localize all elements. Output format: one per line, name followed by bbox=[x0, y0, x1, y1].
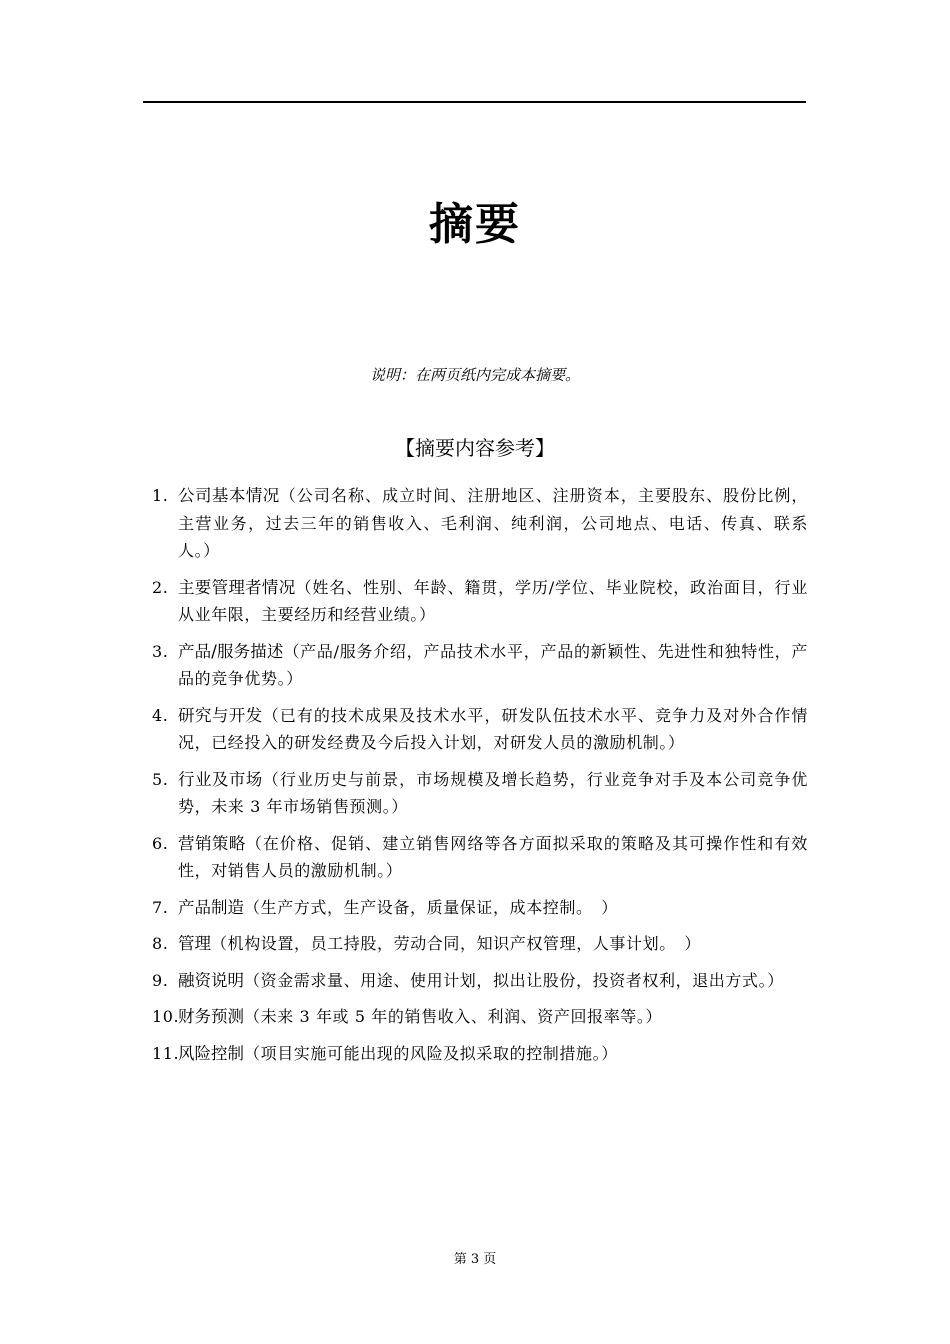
item-label: 财务预测 bbox=[178, 1007, 244, 1026]
item-description: （姓名、性别、年龄、籍贯，学历/学位、毕业院校，政治面目，行业从业年限，主要经历和经营业绩。） bbox=[178, 577, 809, 624]
item-number: 3. bbox=[152, 641, 169, 661]
list-item bbox=[152, 638, 808, 693]
page-title: 摘要 bbox=[429, 199, 521, 250]
item-number: 5. bbox=[152, 769, 169, 789]
item-label: 主要管理者情况 bbox=[178, 577, 296, 597]
item-label: 风险控制 bbox=[178, 1043, 244, 1063]
item-label: 产品/服务描述 bbox=[178, 641, 284, 661]
item-label: 融资说明 bbox=[178, 970, 244, 990]
item-number: 6. bbox=[152, 833, 169, 853]
item-number: 10. bbox=[152, 1007, 180, 1026]
list-item bbox=[152, 702, 808, 757]
reference-heading: 【摘要内容参考】 bbox=[395, 436, 555, 460]
item-description: （产品/服务介绍，产品技术水平，产品的新颖性、先进性和独特性，产品的竞争优势。） bbox=[178, 641, 808, 688]
item-number: 7. bbox=[152, 897, 169, 917]
item-description: （生产方式，生产设备，质量保证，成本控制。 ） bbox=[244, 897, 618, 917]
list-item bbox=[152, 1003, 808, 1031]
item-description: （行业历史与前景，市场规模及增长趋势，行业竞争对手及本公司竞争优势，未来 3 年市场销售预测。） bbox=[178, 769, 808, 816]
list-item bbox=[152, 894, 808, 922]
list-item bbox=[152, 930, 808, 958]
item-description: （机构设置，员工持股，劳动合同，知识产权管理，人事计划。 ） bbox=[211, 934, 702, 953]
item-label: 公司基本情况 bbox=[178, 486, 280, 505]
item-label: 管理 bbox=[178, 934, 211, 953]
instruction-note: 说明：在两页纸内完成本摘要。 bbox=[369, 366, 580, 384]
item-number: 4. bbox=[152, 705, 169, 725]
item-label: 行业及市场 bbox=[178, 769, 263, 789]
item-description: （公司名称、成立时间、注册地区、注册资本，主要股东、股份比例，主营业务，过去三年的销售收入、毛利润、纯利润，公司地点、电话、传真、联系人。） bbox=[178, 486, 808, 560]
item-number: 1. bbox=[152, 486, 169, 505]
header-rule bbox=[143, 101, 806, 103]
item-description: （已有的技术成果及技术水平，研发队伍技术水平、竞争力及对外合作情况，已经投入的研发经费及今后投入计划，对研发人员的激励机制。） bbox=[178, 705, 808, 752]
item-number: 8. bbox=[152, 934, 169, 953]
list-item bbox=[152, 830, 808, 885]
list-item bbox=[152, 766, 808, 821]
item-description: （项目实施可能出现的风险及拟采取的控制措施。） bbox=[244, 1043, 618, 1063]
item-number: 11. bbox=[152, 1043, 180, 1063]
page-number: 第 3 页 bbox=[453, 1252, 497, 1267]
reference-list bbox=[152, 482, 808, 1076]
item-description: （资金需求量、用途、使用计划，拟出让股份，投资者权利，退出方式。） bbox=[244, 970, 784, 990]
item-number: 9. bbox=[152, 970, 169, 990]
list-item bbox=[152, 967, 808, 995]
item-label: 研究与开发 bbox=[178, 705, 263, 725]
item-description: （未来 3 年或 5 年的销售收入、利润、资产回报率等。） bbox=[244, 1007, 663, 1026]
item-number: 2. bbox=[152, 577, 169, 597]
list-item bbox=[152, 482, 808, 565]
list-item bbox=[152, 574, 808, 629]
item-description: （在价格、促销、建立销售网络等各方面拟采取的策略及其可操作性和有效性，对销售人员的激励机制。） bbox=[178, 833, 809, 880]
item-label: 产品制造 bbox=[178, 897, 244, 917]
list-item bbox=[152, 1040, 808, 1068]
item-label: 营销策略 bbox=[178, 833, 246, 853]
